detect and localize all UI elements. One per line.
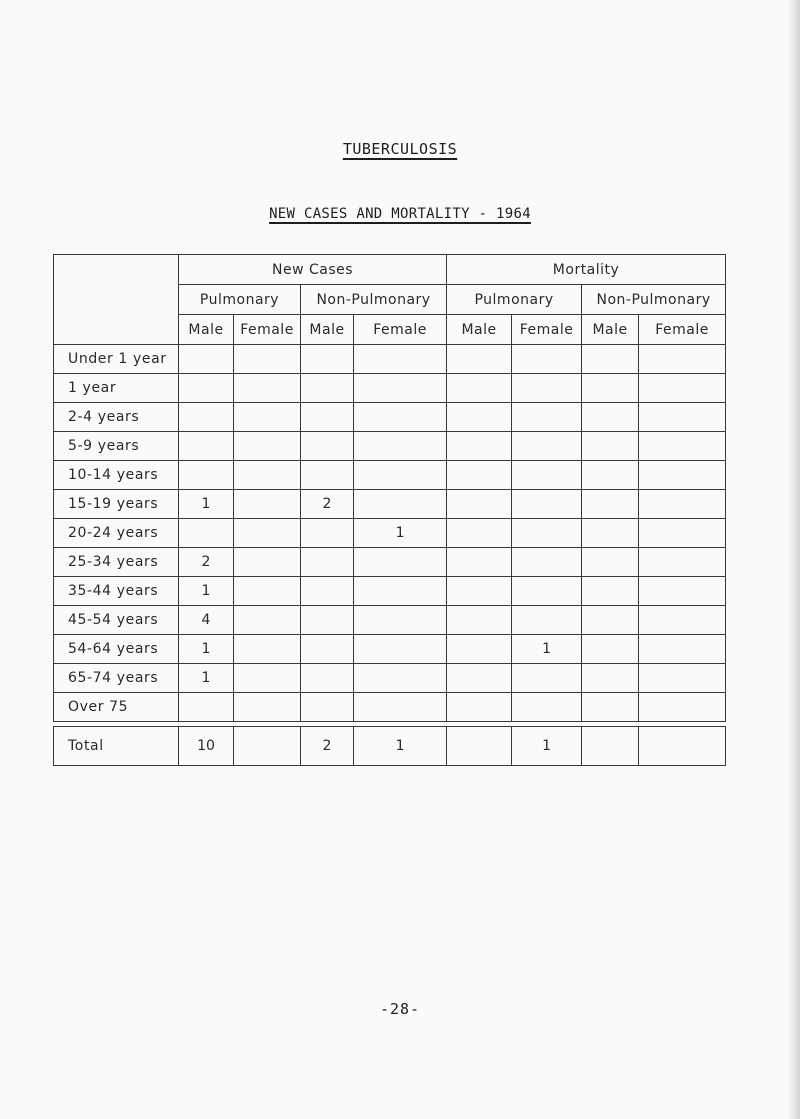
table-body — [54, 345, 726, 766]
table-cell — [354, 664, 447, 693]
table-cell — [512, 490, 582, 519]
subtitle-text: NEW CASES AND MORTALITY - 1964 — [269, 206, 531, 222]
table-cell — [582, 664, 639, 693]
sex-header: Male — [447, 315, 512, 345]
sub-header: Non-Pulmonary — [582, 285, 726, 315]
table-cell — [639, 727, 726, 766]
table-cell — [301, 461, 354, 490]
table-cell — [234, 432, 301, 461]
row-label: 25-34 years — [54, 548, 179, 577]
group-header-mortality: Mortality — [447, 255, 726, 285]
table-cell — [234, 461, 301, 490]
table-row — [54, 432, 726, 461]
row-label: Over 75 — [54, 693, 179, 722]
sub-header: Pulmonary — [447, 285, 582, 315]
table-cell — [582, 635, 639, 664]
sub-header: Non-Pulmonary — [301, 285, 447, 315]
table-cell — [179, 403, 234, 432]
page-number: -28- — [379, 1000, 421, 1018]
table-cell — [639, 664, 726, 693]
table-cell — [447, 432, 512, 461]
table-cell — [639, 519, 726, 548]
table-cell: 1 — [354, 519, 447, 548]
table-cell — [512, 606, 582, 635]
table-cell — [354, 461, 447, 490]
table-cell — [301, 693, 354, 722]
table-cell — [234, 727, 301, 766]
table-cell — [582, 548, 639, 577]
table-cell — [234, 519, 301, 548]
table-row — [54, 490, 726, 519]
table-cell — [582, 693, 639, 722]
table-cell — [301, 577, 354, 606]
table-cell — [234, 548, 301, 577]
table-cell — [301, 548, 354, 577]
table-cell — [447, 461, 512, 490]
table-cell — [179, 693, 234, 722]
table-cell — [639, 461, 726, 490]
table-cell: 1 — [179, 635, 234, 664]
page-title — [0, 140, 800, 158]
table-cell — [234, 635, 301, 664]
row-label: 20-24 years — [54, 519, 179, 548]
table-cell — [354, 548, 447, 577]
sex-header: Male — [301, 315, 354, 345]
table-cell — [447, 345, 512, 374]
sex-header: Male — [582, 315, 639, 345]
corner-cell — [54, 255, 179, 345]
table-cell — [639, 374, 726, 403]
table-cell — [354, 432, 447, 461]
sub-header: Pulmonary — [179, 285, 301, 315]
table-cell — [447, 577, 512, 606]
table-cell: 1 — [512, 635, 582, 664]
row-label: 2-4 years — [54, 403, 179, 432]
table-cell — [447, 664, 512, 693]
table-cell: 2 — [301, 490, 354, 519]
total-row — [54, 727, 726, 766]
table-cell — [512, 519, 582, 548]
table-cell — [447, 548, 512, 577]
table-cell — [639, 432, 726, 461]
table-cell — [639, 635, 726, 664]
row-label: 54-64 years — [54, 635, 179, 664]
table-row — [54, 693, 726, 722]
table-cell — [301, 635, 354, 664]
table-cell — [354, 606, 447, 635]
sex-header: Female — [639, 315, 726, 345]
table-row — [54, 606, 726, 635]
table-cell — [354, 693, 447, 722]
table-cell — [179, 345, 234, 374]
row-label: 15-19 years — [54, 490, 179, 519]
table-cell — [234, 577, 301, 606]
table-cell — [354, 635, 447, 664]
table-cell — [234, 403, 301, 432]
table-cell — [447, 606, 512, 635]
table-cell: 1 — [354, 727, 447, 766]
table-cell — [639, 403, 726, 432]
table-cell: 1 — [179, 577, 234, 606]
table-cell — [354, 403, 447, 432]
table-cell — [512, 693, 582, 722]
table-cell — [582, 606, 639, 635]
table-cell — [582, 403, 639, 432]
table-cell — [301, 606, 354, 635]
table-cell — [234, 693, 301, 722]
table-cell — [582, 461, 639, 490]
table-cell: 4 — [179, 606, 234, 635]
table-cell — [179, 461, 234, 490]
table-cell — [639, 693, 726, 722]
table-cell — [234, 345, 301, 374]
table-cell — [512, 403, 582, 432]
table-cell — [179, 519, 234, 548]
table-cell — [639, 548, 726, 577]
table-cell — [639, 577, 726, 606]
table-cell — [639, 345, 726, 374]
row-label: 1 year — [54, 374, 179, 403]
table-cell — [234, 374, 301, 403]
scan-edge-shadow — [788, 0, 800, 1119]
table-cell — [447, 403, 512, 432]
table-cell — [301, 519, 354, 548]
table-cell — [234, 490, 301, 519]
row-label: 65-74 years — [54, 664, 179, 693]
table-cell — [301, 664, 354, 693]
table-cell — [582, 345, 639, 374]
row-label: 10-14 years — [54, 461, 179, 490]
sex-header: Female — [354, 315, 447, 345]
table-row — [54, 374, 726, 403]
table-cell — [447, 693, 512, 722]
table-row — [54, 577, 726, 606]
table-cell — [512, 345, 582, 374]
group-header-new-cases: New Cases — [179, 255, 447, 285]
table-cell — [582, 577, 639, 606]
table-row — [54, 664, 726, 693]
table-cell — [582, 432, 639, 461]
table-cell — [447, 727, 512, 766]
table-cell — [354, 374, 447, 403]
table-cell — [447, 519, 512, 548]
page-subtitle — [0, 206, 800, 222]
table-cell — [447, 490, 512, 519]
tuberculosis-table — [53, 254, 726, 766]
table-row — [54, 403, 726, 432]
table-cell: 2 — [179, 548, 234, 577]
title-text: TUBERCULOSIS — [342, 140, 458, 158]
table-cell: 1 — [512, 727, 582, 766]
table-cell: 2 — [301, 727, 354, 766]
table-cell — [301, 374, 354, 403]
table-row — [54, 519, 726, 548]
table-cell — [179, 374, 234, 403]
sex-header: Female — [234, 315, 301, 345]
sex-header: Female — [512, 315, 582, 345]
table-cell — [447, 635, 512, 664]
table-cell — [512, 432, 582, 461]
table-cell — [354, 577, 447, 606]
row-label: 5-9 years — [54, 432, 179, 461]
table-cell — [354, 490, 447, 519]
row-label: 35-44 years — [54, 577, 179, 606]
table-cell — [582, 727, 639, 766]
table-cell — [582, 519, 639, 548]
table-row — [54, 548, 726, 577]
table-row — [54, 635, 726, 664]
table-cell — [582, 374, 639, 403]
table-cell — [512, 461, 582, 490]
row-label: Under 1 year — [54, 345, 179, 374]
table-cell — [301, 403, 354, 432]
table-cell — [512, 664, 582, 693]
table-cell: 1 — [179, 490, 234, 519]
table-header — [54, 255, 726, 345]
table-cell — [301, 345, 354, 374]
row-label: 45-54 years — [54, 606, 179, 635]
row-label: Total — [54, 727, 179, 766]
table-cell — [447, 374, 512, 403]
table-cell — [234, 606, 301, 635]
table-cell — [512, 577, 582, 606]
table-cell — [582, 490, 639, 519]
table-cell — [639, 606, 726, 635]
table-cell — [512, 548, 582, 577]
table-cell — [512, 374, 582, 403]
table-cell — [301, 432, 354, 461]
table-cell — [354, 345, 447, 374]
table-cell — [179, 432, 234, 461]
table-cell: 10 — [179, 727, 234, 766]
table-cell: 1 — [179, 664, 234, 693]
sex-header: Male — [179, 315, 234, 345]
table-row — [54, 345, 726, 374]
table-cell — [639, 490, 726, 519]
table-row — [54, 461, 726, 490]
table-cell — [234, 664, 301, 693]
